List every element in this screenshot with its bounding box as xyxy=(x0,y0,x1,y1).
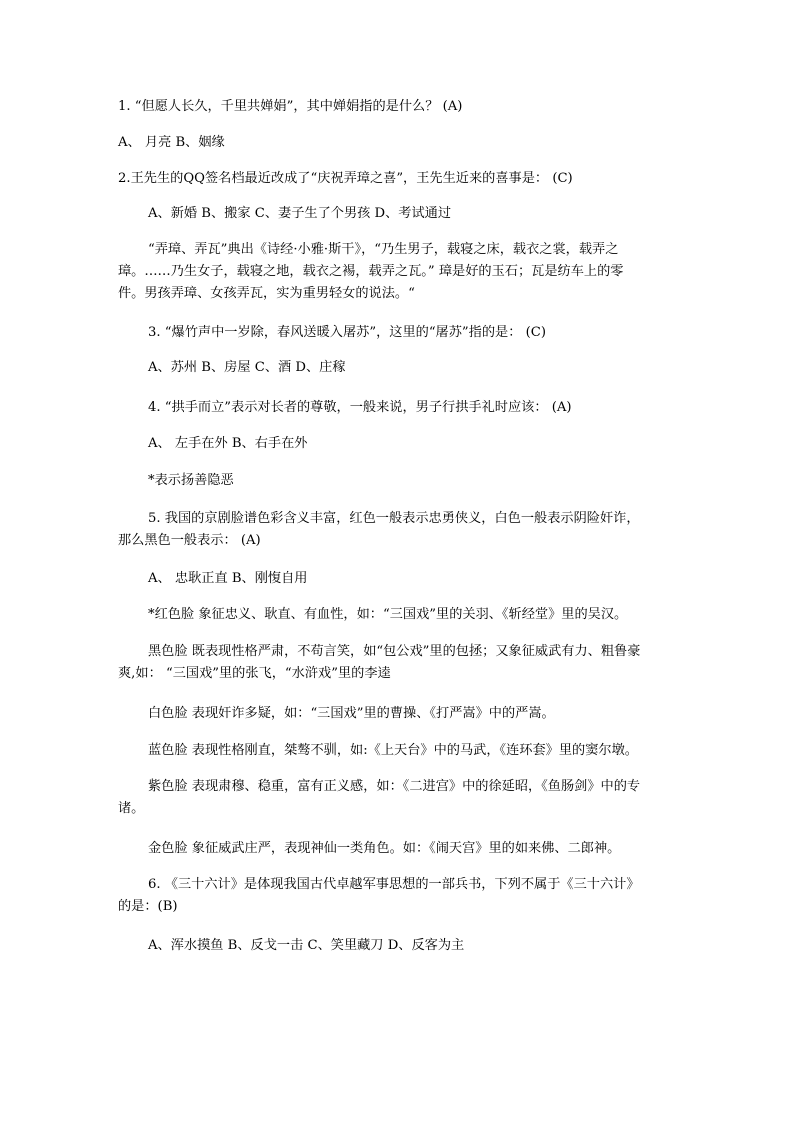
question-4-options: A、 左手在外 B、右手在外 xyxy=(148,436,308,451)
note-gold-face: 金色脸 象征威武庄严，表现神仙一类角色。如：《闹天宫》里的如来佛、二郎神。 xyxy=(148,841,621,856)
question-6: 6. 《三十六计》是体现我国古代卓越军事思想的一部兵书，下列不属于《三十六计》的是：(B) xyxy=(118,877,640,914)
note-blue-face: 蓝色脸 表现性格刚直，桀骜不驯，如:《上天台》中的马武，《连环套》里的窦尔墩。 xyxy=(148,743,638,758)
question-3-options: A、苏州 B、房屋 C、酒 D、庄稼 xyxy=(148,360,346,375)
question-1-options: A、 月亮 B、姻缘 xyxy=(118,135,225,150)
note-black-face: 黑色脸 既表现性格严肃，不苟言笑，如“包公戏”里的包拯；又象征威武有力、粗鲁豪爽,如： “三国戏”里的张飞，“水浒戏”里的李逵 xyxy=(118,644,641,681)
question-5-options: A、 忠耿正直 B、刚愎自用 xyxy=(148,571,308,586)
explanation-nongzhang: “弄璋、弄瓦”典出《诗经·小雅·斯干》，“乃生男子，载寝之床，载衣之裳，载弄之璋。……乃生女子，载寝之地，载衣之裼，载弄之瓦。” 璋是好的玉石；瓦是纺车上的零件。男孩弄璋、女孩弄瓦，实为重男轻女的说法。“ xyxy=(118,242,624,301)
question-2: 2.王先生的QQ签名档最近改成了“庆祝弄璋之喜”，王先生近来的喜事是： (C) xyxy=(118,171,573,186)
question-6-options: A、浑水摸鱼 B、反戈一击 C、笑里藏刀 D、反客为主 xyxy=(148,938,465,953)
note-white-face: 白色脸 表现奸诈多疑，如：“三国戏”里的曹操、《打严嵩》中的严嵩。 xyxy=(148,706,555,721)
question-3: 3. “爆竹声中一岁除，春风送暖入屠苏”，这里的“屠苏”指的是： (C) xyxy=(148,325,546,340)
question-5: 5. 我国的京剧脸谱色彩含义丰富，红色一般表示忠勇侠义，白色一般表示阴险奸诈，那么黑色一般表示： (A) xyxy=(118,511,640,548)
question-1: 1. “但愿人长久，千里共婵娟”，其中婵娟指的是什么？ (A) xyxy=(118,99,463,114)
note-red-face: *红色脸 象征忠义、耿直、有血性，如：“三国戏”里的关羽、《斩经堂》里的吴汉。 xyxy=(148,607,628,622)
question-4: 4. “拱手而立”表示对长者的尊敬，一般来说，男子行拱手礼时应该： (A) xyxy=(148,400,572,415)
note-4: *表示扬善隐恶 xyxy=(148,473,234,488)
question-2-options: A、新婚 B、搬家 C、妻子生了个男孩 D、考试通过 xyxy=(148,206,452,221)
note-purple-face: 紫色脸 表现肃穆、稳重，富有正义感，如：《二进宫》中的徐延昭，《鱼肠剑》中的专诸。 xyxy=(118,779,641,816)
